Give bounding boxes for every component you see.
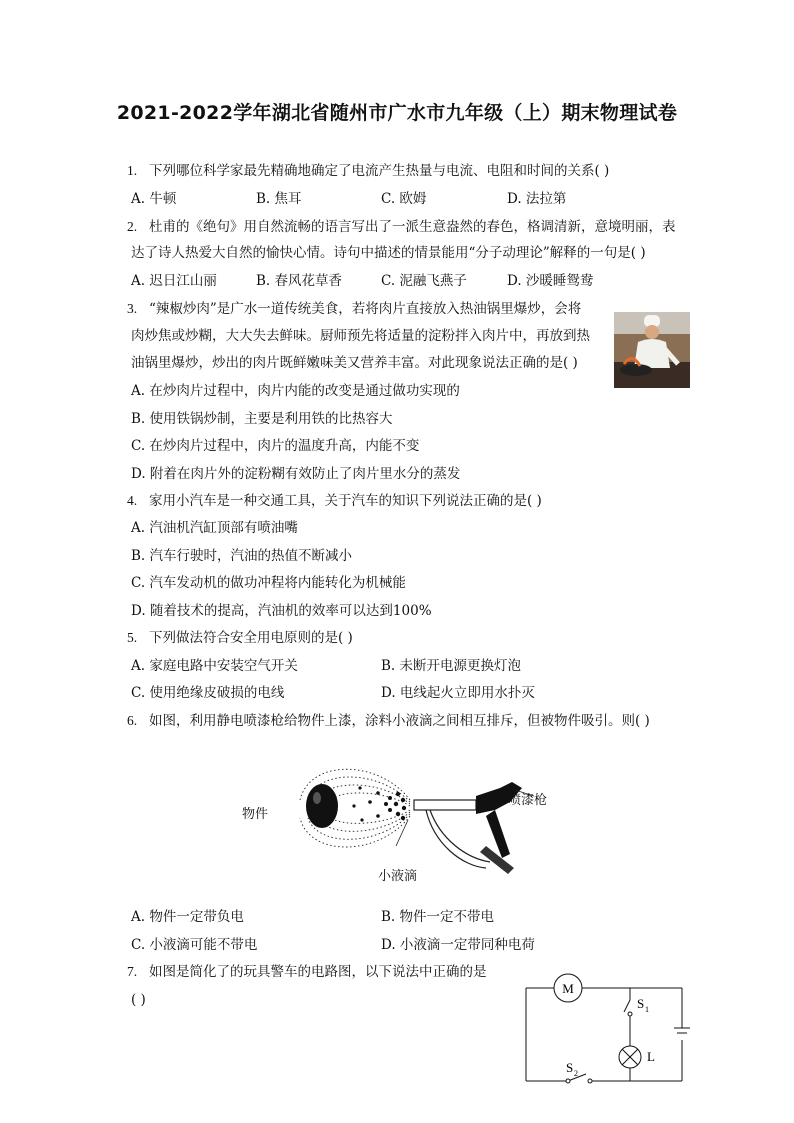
question-4-stem bbox=[127, 492, 542, 510]
option-c: C. 泥融飞燕子 bbox=[381, 273, 467, 289]
option-c: C. 使用绝缘皮破损的电线 bbox=[131, 685, 285, 701]
option-d: D. 随着技术的提高，汽油机的效率可以达到100% bbox=[131, 603, 432, 619]
option-c: C. 小液滴可能不带电 bbox=[131, 937, 258, 953]
option-a: A. 汽油机汽缸顶部有喷油嘴 bbox=[131, 520, 298, 536]
option-b: B. 未断开电源更换灯泡 bbox=[381, 658, 522, 674]
option-a: A. 物件一定带负电 bbox=[131, 909, 244, 925]
option-a: A. 在炒肉片过程中，肉片内能的改变是通过做功实现的 bbox=[131, 383, 460, 399]
circuit-label-s1-sub: 1 bbox=[645, 1005, 649, 1014]
question-text-line: 油锅里爆炒，炒出的肉片既鲜嫩味美又营养丰富。对此现象说法正确的是( ) bbox=[131, 355, 578, 371]
question-number: 3. bbox=[127, 301, 138, 316]
question-3-stem bbox=[127, 300, 581, 318]
question-text: 杜甫的《绝句》用自然流畅的语言写出了一派生意盎然的春色，格调清新，意境明丽，表 bbox=[149, 219, 676, 235]
option-a: A. 家庭电路中安装空气开关 bbox=[131, 658, 298, 674]
option-b: B. 焦耳 bbox=[256, 191, 302, 207]
question-number: 4. bbox=[127, 493, 138, 508]
question-number: 5. bbox=[127, 630, 138, 645]
option-d: D. 沙暖睡鸳鸯 bbox=[507, 273, 594, 289]
question-2-stem bbox=[127, 218, 676, 236]
figure-label-droplet: 小液滴 bbox=[378, 869, 418, 884]
option-b: B. 物件一定不带电 bbox=[381, 909, 495, 925]
question-number: 1. bbox=[127, 163, 138, 178]
circuit-label-s2: S bbox=[566, 1060, 574, 1075]
question-text: 如图是简化了的玩具警车的电路图，以下说法中正确的是 bbox=[149, 964, 487, 980]
option-a: A. 牛顿 bbox=[131, 191, 177, 207]
question-text: 下列哪位科学家最先精确地确定了电流产生热量与电流、电阻和时间的关系( ) bbox=[149, 163, 610, 179]
question-number: 2. bbox=[127, 219, 138, 234]
figure-label-spray-gun: 喷漆枪 bbox=[508, 793, 548, 808]
circuit-label-s2-sub: 2 bbox=[574, 1069, 578, 1078]
question-7-stem bbox=[127, 963, 487, 981]
chef-photo bbox=[614, 312, 690, 388]
option-c: C. 在炒肉片过程中，肉片的温度升高，内能不变 bbox=[131, 438, 420, 454]
question-text: 下列做法符合安全用电原则的是( ) bbox=[149, 630, 353, 646]
option-c: C. 汽车发动机的做功冲程将内能转化为机械能 bbox=[131, 575, 406, 591]
question-text-line: 肉炒焦或炒糊，大大失去鲜味。厨师预先将适量的淀粉拌入肉片中，再放到热 bbox=[131, 328, 590, 344]
question-number: 6. bbox=[127, 713, 138, 728]
option-b: B. 春风花草香 bbox=[256, 273, 343, 289]
question-text-line: 达了诗人热爱大自然的愉快心情。诗句中描述的情景能用“分子动理论”解释的一句是( ) bbox=[131, 245, 646, 261]
circuit-label-lamp: L bbox=[647, 1049, 655, 1064]
option-b: B. 汽车行驶时，汽油的热值不断减小 bbox=[131, 548, 353, 564]
option-c: C. 欧姆 bbox=[381, 191, 427, 207]
option-a: A. 迟日江山丽 bbox=[131, 273, 217, 289]
option-d: D. 法拉第 bbox=[507, 191, 567, 207]
question-text-line: ( ) bbox=[131, 992, 146, 1008]
spray-gun-diagram bbox=[290, 758, 560, 888]
question-5-stem bbox=[127, 629, 353, 647]
circuit-label-s1: S bbox=[637, 996, 645, 1011]
option-d: D. 电线起火立即用水扑灭 bbox=[381, 685, 535, 701]
question-text: “辣椒炒肉”是广水一道传统美食，若将肉片直接放入热油锅里爆炒，会将 bbox=[149, 301, 582, 317]
question-number: 7. bbox=[127, 964, 138, 979]
circuit-label-motor: M bbox=[562, 981, 574, 996]
page-title: 2021-2022学年湖北省随州市广水市九年级（上）期末物理试卷 bbox=[116, 102, 678, 124]
figure-label-object: 物件 bbox=[242, 807, 269, 822]
question-text: 家用小汽车是一种交通工具，关于汽车的知识下列说法正确的是( ) bbox=[149, 493, 542, 509]
option-b: B. 使用铁锅炒制，主要是利用铁的比热容大 bbox=[131, 411, 393, 427]
circuit-diagram bbox=[520, 972, 690, 1088]
question-1-stem bbox=[127, 162, 609, 180]
question-6-stem bbox=[127, 712, 650, 730]
option-d: D. 小液滴一定带同种电荷 bbox=[381, 937, 535, 953]
option-d: D. 附着在肉片外的淀粉糊有效防止了肉片里水分的蒸发 bbox=[131, 466, 461, 482]
question-text: 如图，利用静电喷漆枪给物件上漆，涂料小液滴之间相互排斥，但被物件吸引。则( ) bbox=[149, 713, 650, 729]
